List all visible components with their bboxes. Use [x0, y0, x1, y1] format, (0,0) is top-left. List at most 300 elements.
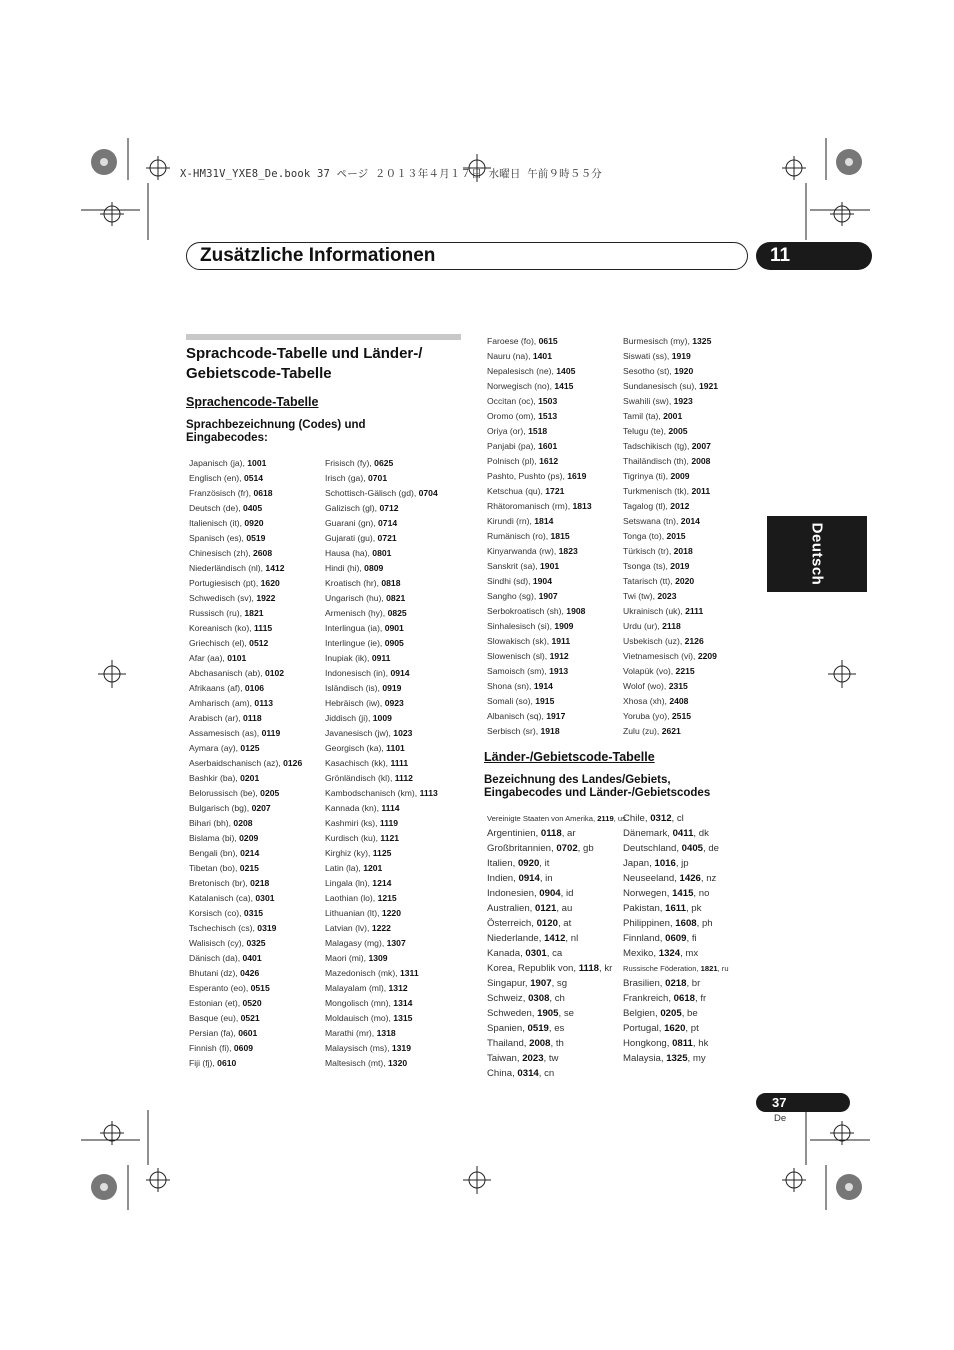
- entry-name: Schwedisch (sv),: [189, 593, 257, 603]
- entry-name: Kirghiz (ky),: [325, 848, 373, 858]
- language-entry: [189, 726, 302, 741]
- language-entry: [189, 1026, 302, 1041]
- entry-code: 2119: [597, 814, 614, 823]
- chapter-title: Zusätzliche Informationen: [200, 245, 436, 266]
- language-entry: [325, 756, 438, 771]
- entry-name: Portugal,: [623, 1023, 665, 1034]
- entry-code: 1513: [538, 411, 558, 421]
- entry-name: Estonian (et),: [189, 998, 243, 1008]
- entry-name: Sangho (sg),: [487, 591, 539, 601]
- entry-code: 1121: [380, 833, 400, 843]
- entry-region-code: , nz: [700, 873, 717, 884]
- entry-name: Occitan (oc),: [487, 396, 539, 406]
- language-entry: [325, 501, 438, 516]
- entry-name: Moldauisch (mo),: [325, 1013, 394, 1023]
- language-entry: [623, 694, 718, 709]
- entry-name: Samoisch (sm),: [487, 666, 550, 676]
- entry-name: Sinhalesisch (si),: [487, 621, 555, 631]
- entry-code: 1911: [551, 636, 571, 646]
- language-entry: [325, 546, 438, 561]
- entry-name: Spanien,: [487, 1023, 528, 1034]
- entry-region-code: , fi: [686, 933, 697, 944]
- language-side-tab-label: Deutsch: [808, 522, 826, 586]
- entry-name: Turkmenisch (tk),: [623, 486, 692, 496]
- language-entry: [325, 636, 438, 651]
- language-entry: [623, 484, 718, 499]
- entry-code: 1908: [566, 606, 586, 616]
- entry-name: Panjabi (pa),: [487, 441, 539, 451]
- entry-code: 0923: [384, 698, 404, 708]
- entry-name: Nauru (na),: [487, 351, 533, 361]
- entry-name: Nepalesisch (ne),: [487, 366, 557, 376]
- language-entry: [487, 439, 592, 454]
- entry-code: 0120: [536, 918, 558, 929]
- entry-name: Schweden,: [487, 1008, 538, 1019]
- language-entry: [487, 379, 592, 394]
- language-entry: [325, 981, 438, 996]
- entry-name: Siswati (ss),: [623, 351, 672, 361]
- entry-name: Französisch (fr),: [189, 488, 254, 498]
- entry-code: 0218: [665, 978, 687, 989]
- entry-region-code: , at: [557, 918, 572, 929]
- language-column-3: [487, 334, 592, 739]
- language-entry: [325, 681, 438, 696]
- language-entry: [325, 906, 438, 921]
- entry-name: Wolof (wo),: [623, 681, 669, 691]
- language-entry: [189, 1056, 302, 1071]
- entry-region-code: , pk: [685, 903, 702, 914]
- language-entry: [623, 499, 718, 514]
- entry-name: Philippinen,: [623, 918, 676, 929]
- language-entry: [623, 364, 718, 379]
- entry-code: 1325: [666, 1053, 688, 1064]
- entry-code: 1915: [535, 696, 555, 706]
- entry-name: Bretonisch (br),: [189, 878, 251, 888]
- entry-region-code: , cn: [538, 1068, 555, 1079]
- country-entry: [487, 1036, 626, 1051]
- entry-name: Telugu (te),: [623, 426, 669, 436]
- language-entry: [189, 876, 302, 891]
- entry-name: Marathi (mr),: [325, 1028, 377, 1038]
- country-entry: [487, 1021, 626, 1036]
- language-entry: [189, 936, 302, 951]
- entry-name: Griechisch (el),: [189, 638, 250, 648]
- entry-name: Interlingua (ia),: [325, 623, 385, 633]
- entry-name: Tigrinya (ti),: [623, 471, 671, 481]
- language-entry: [325, 951, 438, 966]
- language-entry: [325, 726, 438, 741]
- language-entry: [189, 561, 302, 576]
- language-entry: [189, 531, 302, 546]
- country-entry: [487, 826, 626, 841]
- entry-code: 0904: [539, 888, 561, 899]
- entry-name: Kambodschanisch (km),: [325, 788, 420, 798]
- entry-code: 1813: [572, 501, 592, 511]
- language-entry: [189, 501, 302, 516]
- entry-code: 1426: [679, 873, 701, 884]
- entry-name: Usbekisch (uz),: [623, 636, 685, 646]
- language-entry: [623, 589, 718, 604]
- section-rule: [186, 334, 461, 340]
- language-column-2: [325, 456, 438, 1071]
- entry-code: 0126: [283, 758, 303, 768]
- entry-name: Isländisch (is),: [325, 683, 383, 693]
- entry-code: 1314: [393, 998, 413, 1008]
- entry-code: 1920: [674, 366, 694, 376]
- entry-name: Kirundi (rn),: [487, 516, 535, 526]
- language-entry: [325, 1056, 438, 1071]
- entry-code: 1009: [372, 713, 392, 723]
- language-entry: [189, 681, 302, 696]
- country-entry: [487, 1066, 626, 1081]
- language-entry: [325, 456, 438, 471]
- entry-code: 2515: [671, 711, 692, 721]
- entry-name: Mongolisch (mn),: [325, 998, 394, 1008]
- language-column-1: [189, 456, 302, 1071]
- entry-code: 1412: [265, 563, 285, 573]
- language-entry: [325, 606, 438, 621]
- language-entry: [623, 649, 718, 664]
- entry-name: Grönländisch (kl),: [325, 773, 395, 783]
- entry-code: 0101: [227, 653, 247, 663]
- entry-code: 0701: [367, 473, 388, 483]
- entry-name: Niederlande,: [487, 933, 545, 944]
- language-entry: [623, 424, 718, 439]
- country-entry: [623, 961, 729, 976]
- entry-name: Interlingue (ie),: [325, 638, 385, 648]
- language-column-4: [623, 334, 718, 739]
- entry-code: 0301: [255, 893, 275, 903]
- entry-code: 1119: [379, 818, 399, 828]
- entry-name: Bashkir (ba),: [189, 773, 241, 783]
- entry-name: Tsonga (ts),: [623, 561, 671, 571]
- entry-code: 2018: [673, 546, 693, 556]
- country-entry: [623, 1021, 729, 1036]
- language-entry: [325, 666, 438, 681]
- entry-code: 2023: [657, 591, 677, 601]
- entry-code: 1118: [578, 963, 600, 974]
- country-entry: [487, 811, 626, 826]
- language-entry: [487, 394, 592, 409]
- entry-name: Thailändisch (th),: [623, 456, 692, 466]
- entry-name: Slowakisch (sk),: [487, 636, 552, 646]
- entry-name: Norwegen,: [623, 888, 673, 899]
- language-entry: [487, 604, 592, 619]
- entry-code: 2215: [675, 666, 695, 676]
- entry-name: Kurdisch (ku),: [325, 833, 381, 843]
- entry-code: 1324: [658, 948, 681, 959]
- entry-code: 0205: [660, 1008, 682, 1019]
- entry-code: 2008: [529, 1038, 551, 1049]
- language-entry: [189, 921, 302, 936]
- entry-code: 0901: [384, 623, 404, 633]
- entry-name: Albanisch (sq),: [487, 711, 547, 721]
- entry-name: Spanisch (es),: [189, 533, 247, 543]
- entry-name: Lithuanian (lt),: [325, 908, 382, 918]
- entry-code: 1112: [394, 773, 413, 783]
- entry-code: 1914: [533, 681, 553, 691]
- entry-code: 0618: [673, 993, 695, 1004]
- entry-code: 1921: [698, 381, 719, 391]
- language-entry: [487, 514, 592, 529]
- entry-name: Chinesisch (zh),: [189, 548, 253, 558]
- language-entry: [325, 696, 438, 711]
- entry-name: Korea, Republik von,: [487, 963, 579, 974]
- country-entry: [487, 961, 626, 976]
- language-entry: [623, 469, 718, 484]
- entry-code: 1114: [381, 803, 400, 813]
- language-entry: [325, 711, 438, 726]
- entry-code: 0308: [528, 993, 550, 1004]
- entry-name: Kroatisch (hr),: [325, 578, 382, 588]
- country-entry: [623, 901, 729, 916]
- entry-code: 1909: [554, 621, 574, 631]
- entry-code: 0920: [517, 858, 540, 869]
- entry-name: Großbritannien,: [487, 843, 557, 854]
- language-entry: [487, 619, 592, 634]
- country-entry: [623, 1036, 729, 1051]
- language-entry: [189, 606, 302, 621]
- entry-code: 1620: [260, 578, 280, 588]
- entry-region-code: , sg: [551, 978, 568, 989]
- entry-code: 0312: [650, 813, 672, 824]
- entry-name: Jiddisch (ji),: [325, 713, 373, 723]
- entry-code: 0914: [518, 873, 540, 884]
- country-entry: [487, 931, 626, 946]
- page-language: De: [774, 1113, 787, 1124]
- entry-code: 0818: [381, 578, 401, 588]
- country-column-2: [623, 811, 729, 1066]
- country-entry: [487, 991, 626, 1006]
- entry-name: Indien,: [487, 873, 519, 884]
- entry-code: 0520: [242, 998, 262, 1008]
- entry-region-code: , jp: [675, 858, 689, 869]
- entry-code: 2608: [253, 548, 273, 558]
- entry-code: 2015: [666, 531, 686, 541]
- entry-name: Malaysia,: [623, 1053, 667, 1064]
- entry-region-code: , es: [548, 1023, 565, 1034]
- entry-code: 0811: [672, 1038, 693, 1049]
- country-entry: [623, 841, 729, 856]
- entry-name: Tagalog (tl),: [623, 501, 671, 511]
- entry-code: 1309: [368, 953, 388, 963]
- language-entry: [325, 741, 438, 756]
- entry-code: 0208: [233, 818, 253, 828]
- entry-code: 1318: [376, 1028, 396, 1038]
- entry-code: 0218: [250, 878, 270, 888]
- entry-region-code: , tw: [543, 1053, 559, 1064]
- entry-code: 0405: [242, 503, 263, 513]
- language-entry: [325, 846, 438, 861]
- language-entry: [487, 589, 592, 604]
- entry-code: 2408: [669, 696, 689, 706]
- entry-code: 1215: [377, 893, 397, 903]
- language-table-title: Sprachencode-Tabelle: [186, 395, 319, 409]
- language-entry: [189, 831, 302, 846]
- entry-name: Zulu (zu),: [623, 726, 662, 736]
- entry-name: Tamil (ta),: [623, 411, 664, 421]
- entry-code: 1612: [539, 456, 559, 466]
- entry-code: 1214: [372, 878, 392, 888]
- entry-code: 1412: [544, 933, 566, 944]
- entry-code: 0704: [418, 488, 438, 498]
- entry-code: 1814: [534, 516, 554, 526]
- entry-code: 1315: [393, 1013, 413, 1023]
- entry-name: China,: [487, 1068, 518, 1079]
- entry-code: 0615: [538, 336, 558, 346]
- entry-code: 0201: [240, 773, 260, 783]
- entry-name: Kashmiri (ks),: [325, 818, 380, 828]
- entry-name: Armenisch (hy),: [325, 608, 388, 618]
- entry-code: 1912: [549, 651, 569, 661]
- entry-code: 0118: [242, 713, 262, 723]
- entry-region-code: , ru: [717, 964, 729, 973]
- language-entry: [487, 499, 592, 514]
- entry-region-code: , nl: [565, 933, 579, 944]
- language-entry: [623, 529, 718, 544]
- language-entry: [325, 1041, 438, 1056]
- entry-name: Frisisch (fy),: [325, 458, 375, 468]
- language-entry: [189, 666, 302, 681]
- country-entry: [487, 901, 626, 916]
- entry-name: Neuseeland,: [623, 873, 680, 884]
- entry-name: Pashto, Pushto (ps),: [487, 471, 568, 481]
- entry-name: Dänisch (da),: [189, 953, 243, 963]
- entry-code: 0121: [535, 903, 557, 914]
- entry-name: Kanada,: [487, 948, 526, 959]
- language-entry: [189, 891, 302, 906]
- entry-code: 0405: [681, 843, 704, 854]
- country-entry: [487, 916, 626, 931]
- country-entry: [487, 871, 626, 886]
- entry-name: Esperanto (eo),: [189, 983, 251, 993]
- entry-name: Hausa (ha),: [325, 548, 373, 558]
- entry-name: Russisch (ru),: [189, 608, 245, 618]
- entry-region-code: , it: [539, 858, 550, 869]
- entry-code: 1823: [558, 546, 578, 556]
- entry-name: Tatarisch (tt),: [623, 576, 676, 586]
- language-entry: [623, 349, 718, 364]
- language-table-subtitle: Sprachbezeichnung (Codes) und Eingabecodes:: [186, 419, 366, 444]
- language-entry: [623, 634, 718, 649]
- entry-code: 1608: [675, 918, 697, 929]
- entry-name: Gujarati (gu),: [325, 533, 378, 543]
- entry-name: Japan,: [623, 858, 655, 869]
- entry-code: 2009: [670, 471, 690, 481]
- language-entry: [325, 786, 438, 801]
- entry-name: Englisch (en),: [189, 473, 244, 483]
- entry-name: Thailand,: [487, 1038, 530, 1049]
- language-entry: [623, 514, 718, 529]
- entry-name: Twi (tw),: [623, 591, 658, 601]
- entry-code: 0618: [253, 488, 273, 498]
- language-entry: [189, 996, 302, 1011]
- entry-name: Arabisch (ar),: [189, 713, 243, 723]
- language-entry: [487, 484, 592, 499]
- entry-code: 0714: [378, 518, 398, 528]
- entry-region-code: , fr: [695, 993, 707, 1004]
- entry-code: 2019: [670, 561, 690, 571]
- language-entry: [189, 786, 302, 801]
- language-entry: [325, 1011, 438, 1026]
- language-entry: [623, 619, 718, 634]
- entry-name: Xhosa (xh),: [623, 696, 670, 706]
- language-entry: [325, 576, 438, 591]
- entry-name: Russische Föderation,: [623, 964, 701, 973]
- entry-region-code: , gb: [577, 843, 594, 854]
- country-entry: [487, 856, 626, 871]
- entry-name: Assamesisch (as),: [189, 728, 262, 738]
- entry-name: Kinyarwanda (rw),: [487, 546, 559, 556]
- entry-name: Somali (so),: [487, 696, 536, 706]
- entry-name: Javanesisch (jw),: [325, 728, 394, 738]
- entry-code: 1401: [532, 351, 552, 361]
- entry-code: 1620: [664, 1023, 686, 1034]
- entry-code: 0911: [371, 653, 391, 663]
- language-entry: [487, 694, 592, 709]
- entry-region-code: , au: [556, 903, 573, 914]
- entry-code: 1821: [244, 608, 264, 618]
- entry-code: 1922: [256, 593, 276, 603]
- entry-name: Rhätoromanisch (rm),: [487, 501, 573, 511]
- entry-code: 0610: [217, 1058, 237, 1068]
- country-column-1: [487, 811, 626, 1081]
- entry-region-code: , be: [681, 1008, 698, 1019]
- entry-code: 0521: [240, 1013, 260, 1023]
- language-entry: [487, 649, 592, 664]
- entry-region-code: , us: [613, 814, 626, 823]
- language-entry: [189, 696, 302, 711]
- country-entry: [623, 991, 729, 1006]
- entry-name: Schweiz,: [487, 993, 529, 1004]
- entry-name: Finnland,: [623, 933, 666, 944]
- entry-code: 1307: [386, 938, 406, 948]
- entry-name: Hebräisch (iw),: [325, 698, 385, 708]
- entry-code: 1913: [549, 666, 569, 676]
- entry-name: Aymara (ay),: [189, 743, 241, 753]
- entry-name: Kannada (kn),: [325, 803, 382, 813]
- entry-name: Deutsch (de),: [189, 503, 243, 513]
- section-title: Sprachcode-Tabelle und Länder-/ Gebietscode-Tabelle: [186, 345, 423, 382]
- entry-name: Bihari (bh),: [189, 818, 234, 828]
- entry-name: Galizisch (gl),: [325, 503, 380, 513]
- country-entry: [623, 976, 729, 991]
- entry-code: 1901: [540, 561, 560, 571]
- country-entry: [487, 841, 626, 856]
- entry-name: Basque (eu),: [189, 1013, 241, 1023]
- language-entry: [189, 771, 302, 786]
- entry-code: 1111: [390, 758, 409, 768]
- entry-name: Irisch (ga),: [325, 473, 368, 483]
- language-entry: [623, 679, 718, 694]
- language-entry: [325, 936, 438, 951]
- entry-name: Japanisch (ja),: [189, 458, 248, 468]
- entry-code: 0301: [525, 948, 547, 959]
- country-entry: [487, 946, 626, 961]
- language-entry: [623, 394, 718, 409]
- entry-name: Mexiko,: [623, 948, 659, 959]
- entry-name: Aserbaidschanisch (az),: [189, 758, 284, 768]
- entry-name: Taiwan,: [487, 1053, 523, 1064]
- entry-code: 0205: [260, 788, 280, 798]
- entry-region-code: , id: [560, 888, 574, 899]
- language-entry: [189, 756, 302, 771]
- country-entry: [623, 871, 729, 886]
- entry-code: 0401: [242, 953, 262, 963]
- entry-code: 1023: [393, 728, 413, 738]
- country-entry: [623, 916, 729, 931]
- entry-name: Sanskrit (sa),: [487, 561, 541, 571]
